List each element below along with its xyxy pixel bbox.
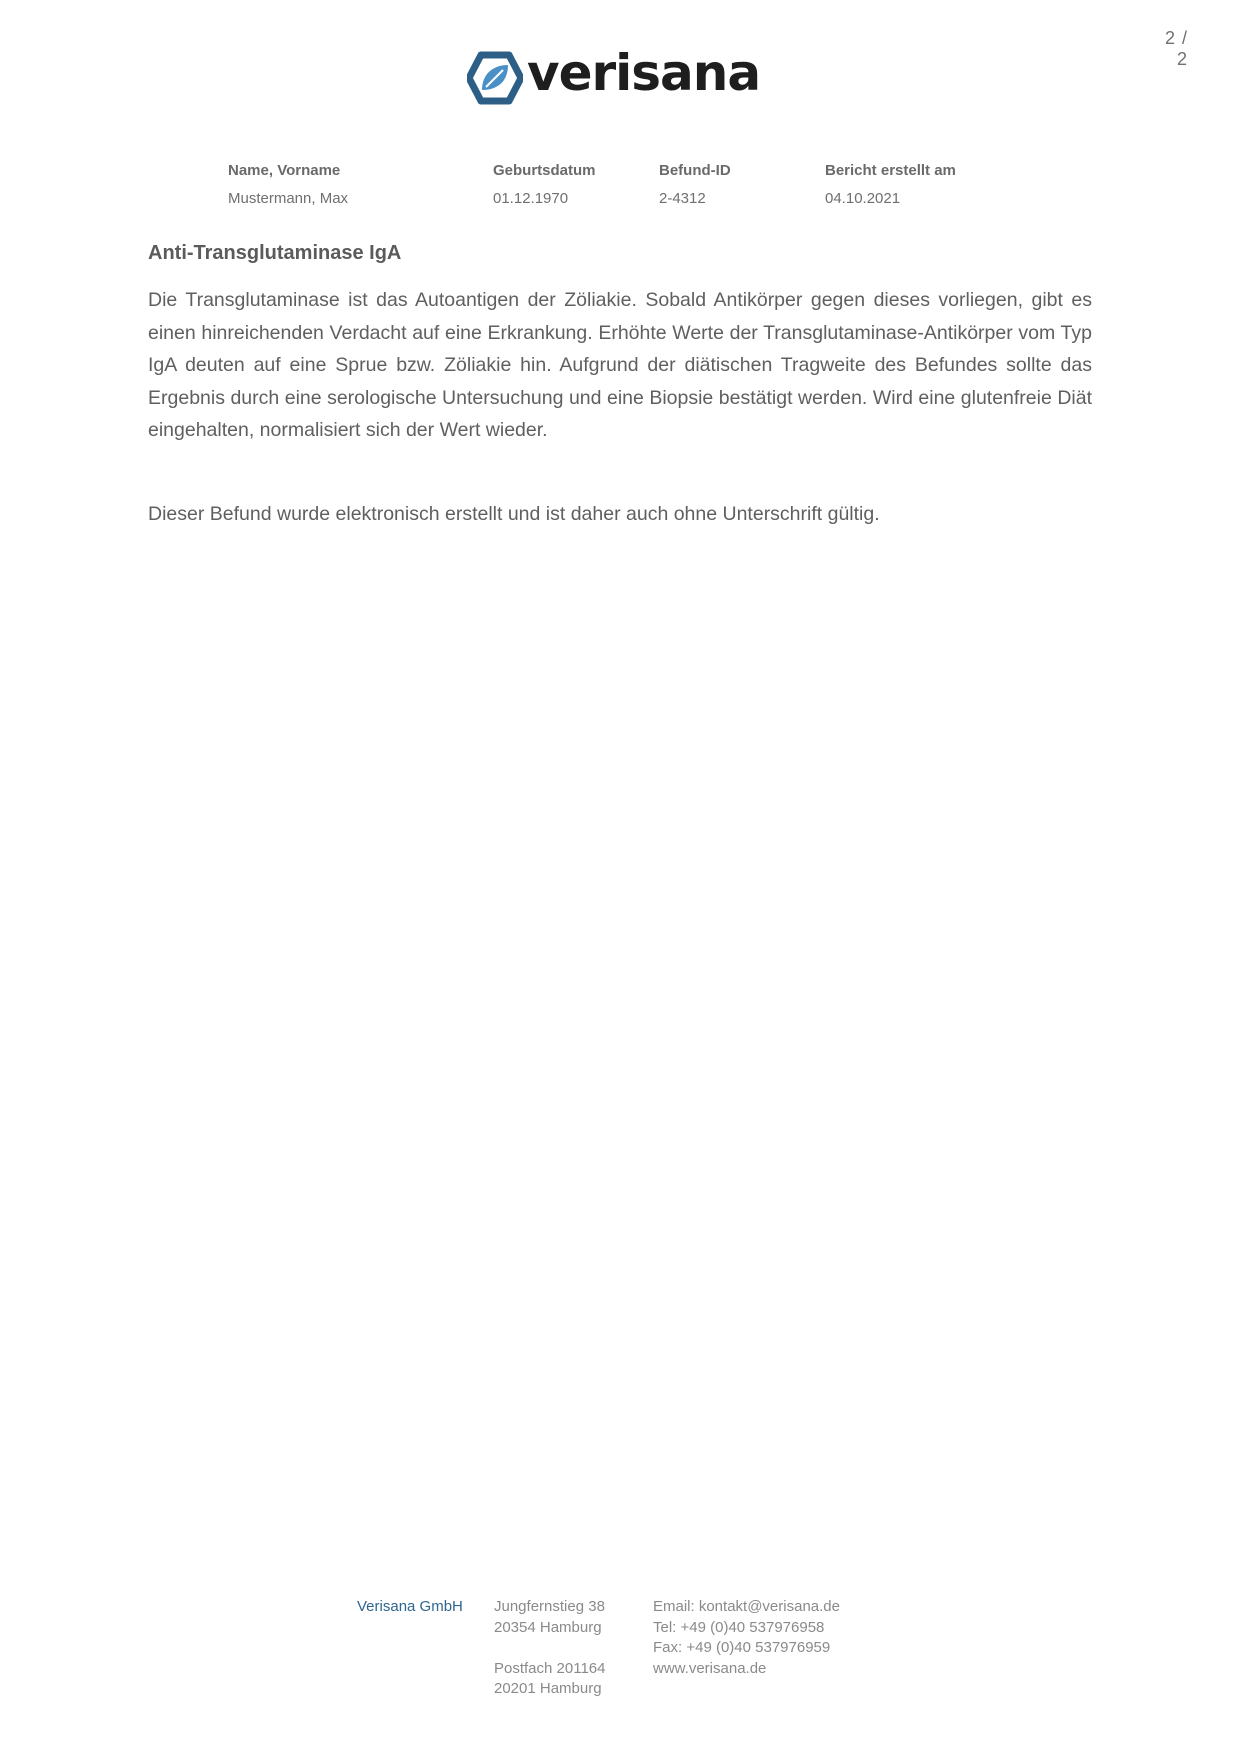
date-of-birth-label: Geburtsdatum: [493, 162, 596, 179]
report-id-label: Befund-ID: [659, 162, 731, 179]
footer-phone: Tel: +49 (0)40 537976958: [653, 1618, 825, 1636]
footer-email-link[interactable]: Email: kontakt@verisana.de: [653, 1598, 840, 1615]
footer-company-column: [357, 1597, 463, 1618]
report-created-value: 04.10.2021: [825, 190, 901, 207]
footer-postbox: Postfach 201164: [494, 1659, 606, 1677]
footer-street: Jungfernstieg 38: [494, 1598, 605, 1615]
patient-name-value: Mustermann, Max: [228, 190, 349, 207]
patient-info-header: [228, 162, 1028, 222]
footer-postbox-city: 20201 Hamburg: [494, 1680, 602, 1697]
report-id-field: [659, 162, 731, 207]
footer-website-link[interactable]: www.verisana.de: [653, 1659, 767, 1677]
page-number: 2 / 2: [1164, 28, 1188, 69]
report-id-value: 2-4312: [659, 190, 706, 207]
hexagon-leaf-icon: [467, 50, 523, 106]
footer-fax: Fax: +49 (0)40 537976959: [653, 1639, 831, 1656]
brand-logo: [467, 46, 767, 110]
section-body: Die Transglutaminase ist das Autoantigen der Zöliakie. Sobald Antikörper gegen dieses vorliegen, gibt es einen hinreichenden Verdacht auf eine Erkrankung. Erhöhte Werte der Transglutaminase-Antikörper vom Typ IgA deuten auf eine Sprue bzw. Zöliakie hin. Aufgrund der diätischen Tragweite des Befundes sollte das Ergebnis durch eine serologische Untersuchung und eine Biopsie bestätigt werden. Wird eine glutenfreie Diät eingehalten, normalisiert sich der Wert wieder.: [148, 289, 1092, 441]
report-created-label: Bericht erstellt am: [825, 162, 956, 179]
footer-company-name: Verisana GmbH: [357, 1598, 463, 1615]
section-title: Anti-Transglutaminase IgA: [148, 242, 402, 264]
patient-name-field: [228, 162, 348, 207]
footer-contact-column: [653, 1597, 840, 1679]
report-created-field: [825, 162, 956, 207]
footer-city: 20354 Hamburg: [494, 1618, 602, 1636]
validity-note: Dieser Befund wurde elektronisch erstellt und ist daher auch ohne Unterschrift gültig.: [148, 503, 880, 525]
patient-name-label: Name, Vorname: [228, 162, 341, 179]
footer-address-column: [494, 1597, 605, 1700]
date-of-birth-value: 01.12.1970: [493, 190, 569, 207]
brand-wordmark: verisana: [527, 44, 761, 102]
date-of-birth-field: [493, 162, 596, 207]
footer: [357, 1597, 957, 1707]
